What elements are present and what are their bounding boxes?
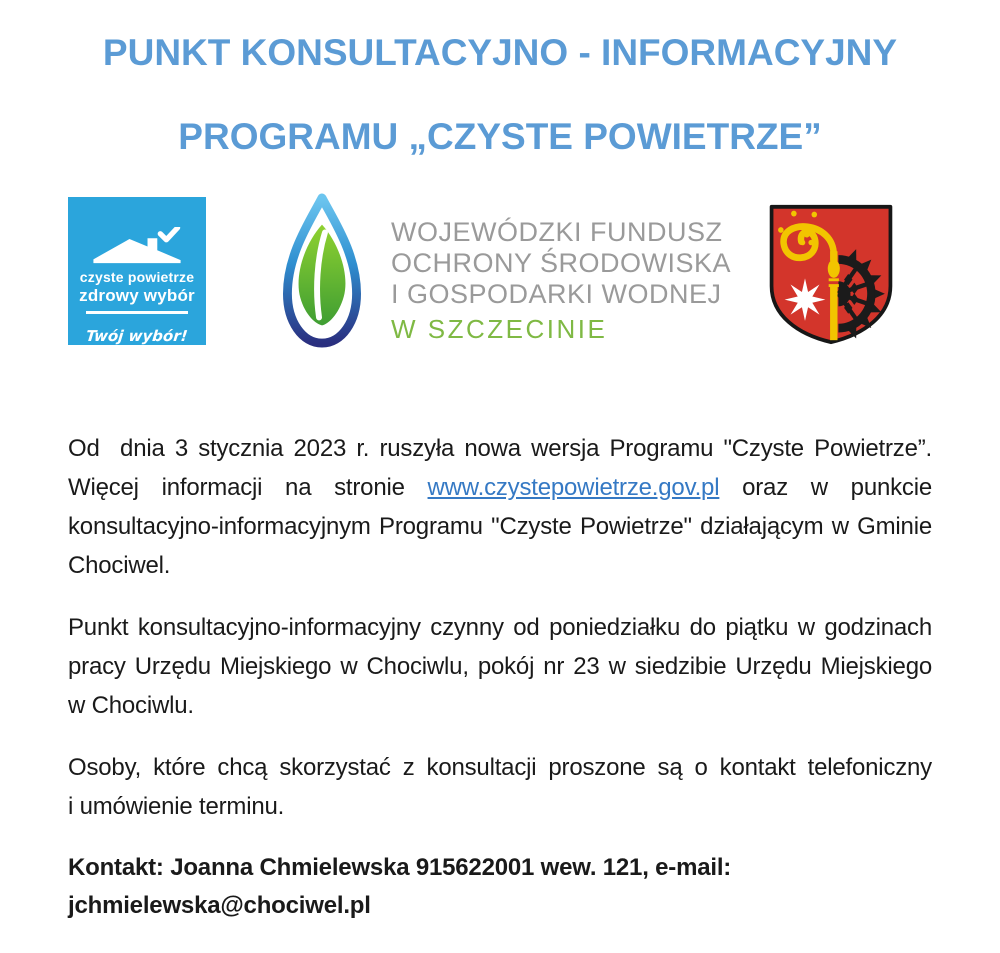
page-title-line2: PROGRAMU „CZYSTE POWIETRZE” xyxy=(178,116,822,157)
czyste-powietrze-tagline: Twój wybór! xyxy=(85,327,189,345)
paragraph-opening-hours: Punkt konsultacyjno-informacyjny czynny od poniedziałku do piątku w godzinach pracy Urzędu Miejskiego w Chociwlu, pokój nr 23 w siedzibie Urzędu Miejskiego w Chociwlu. xyxy=(68,614,932,719)
wfosigw-city: W SZCZECINIE xyxy=(391,314,608,344)
czyste-powietrze-logo xyxy=(68,197,206,345)
house-roof-check-icon xyxy=(81,227,193,265)
contact-line1: Kontakt: Joanna Chmielewska 915622001 wew. 121, e-mail: xyxy=(68,854,732,881)
czystepowietrze-link[interactable]: www.czystepowietrze.gov.pl xyxy=(427,474,720,501)
wfosigw-name-line1: WOJEWÓDZKI FUNDUSZ xyxy=(391,217,723,247)
body-text xyxy=(68,429,932,925)
paragraph-1-after-link: oraz w punkcie konsultacyjno-informacyjnym Programu "Czyste Powietrze" działającym w Gminie Chociwel. xyxy=(68,474,933,579)
page-title-line1: PUNKT KONSULTACYJNO - INFORMACYJNY xyxy=(102,32,898,73)
contact-info xyxy=(68,849,932,925)
underline-bar xyxy=(86,311,188,314)
wfosigw-name-line3: I GOSPODARKI WODNEJ xyxy=(391,279,722,309)
paragraph-consultation-note: Osoby, które chcą skorzystać z konsultacji proszone są o kontakt telefoniczny i umówienie terminu. xyxy=(68,754,932,820)
paragraph-1-before-link: Od dnia 3 stycznia 2023 r. ruszyła nowa wersja Programu "Czyste Powietrze”. Więcej informacji na stronie xyxy=(68,435,932,501)
wfosigw-name-line2: OCHRONY ŚRODOWISKA xyxy=(391,248,732,278)
chociwel-coat-of-arms-icon xyxy=(766,201,896,346)
czyste-powietrze-label-line1: czyste powietrze xyxy=(79,268,195,285)
water-drop-leaf-icon xyxy=(280,193,364,351)
paragraph-program-info xyxy=(68,429,932,585)
contact-email: jchmielewska@chociwel.pl xyxy=(68,892,371,919)
czyste-powietrze-label-line2: zdrowy wybór xyxy=(79,285,195,305)
star xyxy=(785,278,826,321)
wfosigw-logo xyxy=(280,193,731,351)
wfosigw-name xyxy=(391,217,731,351)
logo-row xyxy=(68,193,932,351)
